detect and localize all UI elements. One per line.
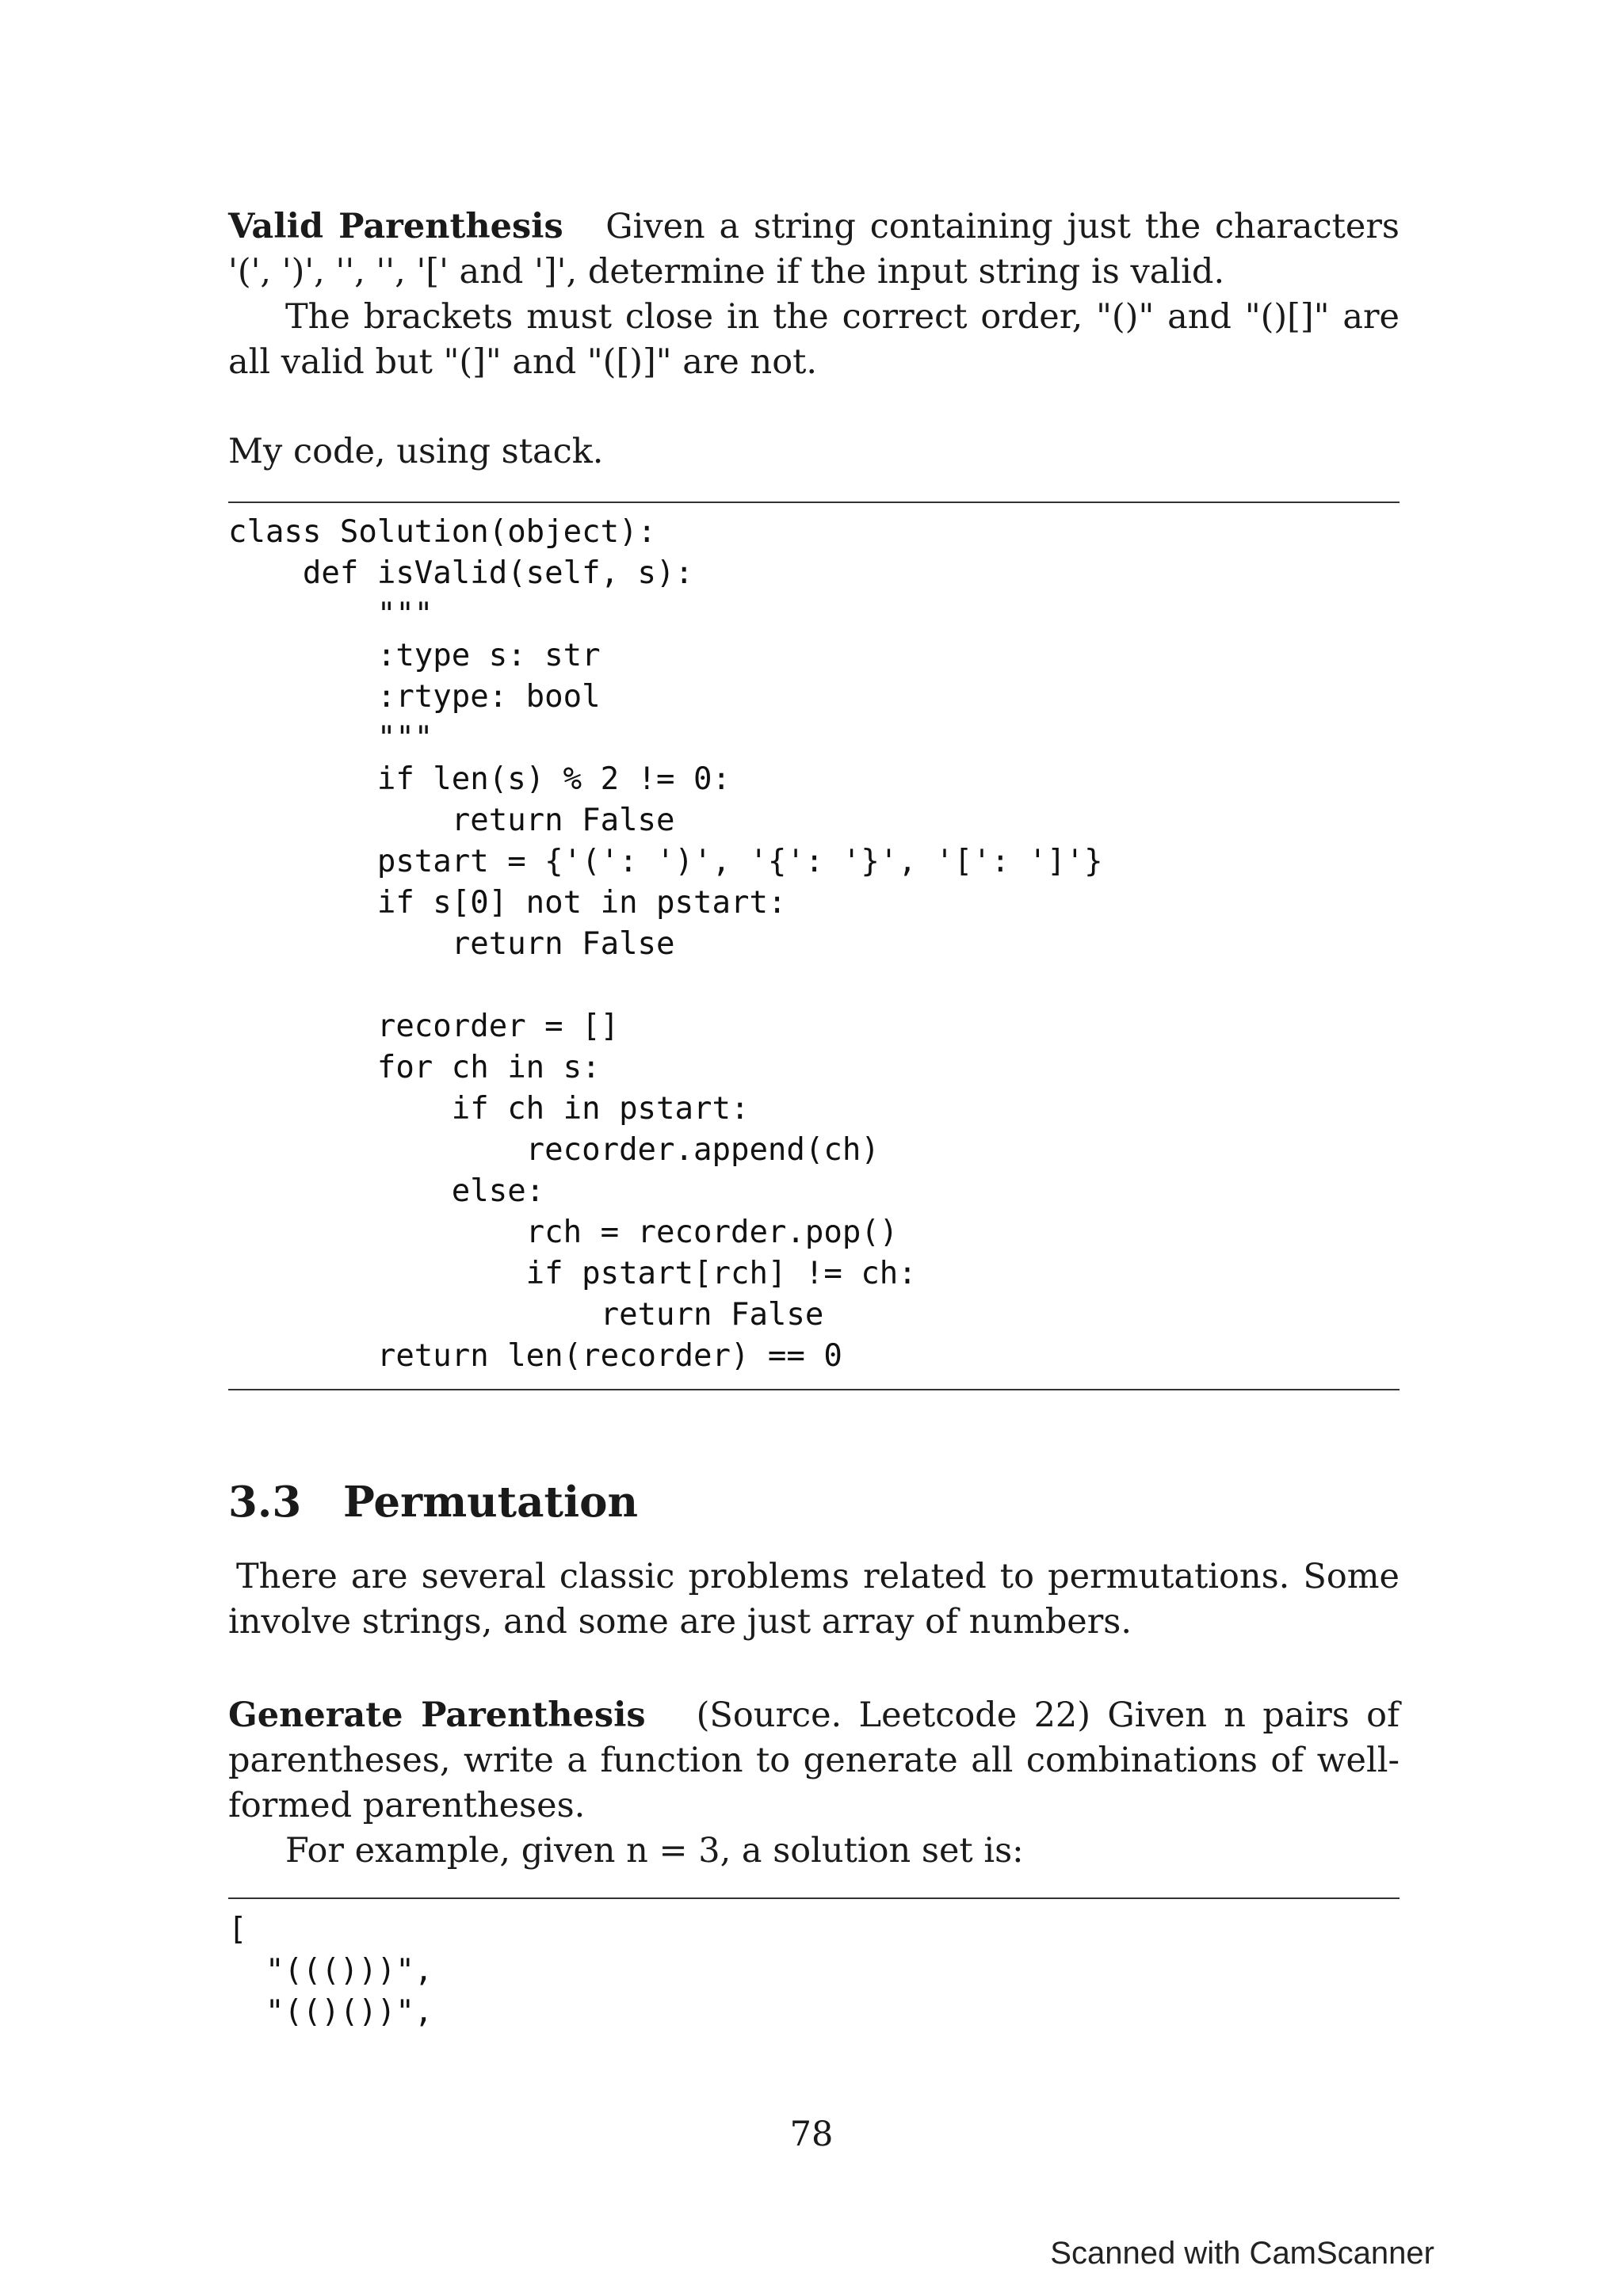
is-valid-code-listing: class Solution(object): def isValid(self, s): """ :type s: str :rtype: bool """ if len(s) % 2 != 0: return False pstart = {'(': ')', '{': '}', '[': ']'} if s[0] not in pstart: return False recorder = [] for ch in s: if ch in pstart: recorder.append(ch) else: rch = recorder.pop() if pstart[rch] != ch: return False return len(recorder) == 0 [228, 514, 1103, 1374]
code-top-rule [228, 502, 1400, 503]
valid-parenthesis-description: Given a string containing just the characters '(', ')', '', '', '[' and ']', determine if the input string is valid. [228, 207, 1400, 292]
section-intro-block [228, 1554, 1400, 1645]
page-number: 78 [789, 2115, 834, 2154]
generate-parenthesis-description: (Source. Leetcode 22) Given n pairs of parentheses, write a function to generate all combinations of well-formed parentheses. [228, 1695, 1400, 1825]
valid-parenthesis-heading: Valid Parenthesis [228, 207, 563, 246]
generate-parenthesis-heading: Generate Parenthesis [228, 1695, 646, 1735]
section-title: Permutation [343, 1478, 639, 1527]
code-bottom-rule [228, 1389, 1400, 1390]
generate-parenthesis-text [228, 1693, 1400, 1874]
valid-parenthesis-paragraph [228, 204, 1400, 295]
section-heading [228, 1477, 638, 1527]
scanner-watermark: Scanned with CamScanner [1050, 2236, 1434, 2271]
section-intro: There are several classic problems related to permutations. Some involve strings, and some are just array of numbers. [228, 1557, 1400, 1642]
generate-parenthesis-example: For example, given n = 3, a solution set is: [285, 1831, 1024, 1871]
example-top-rule [228, 1897, 1400, 1899]
example-output-listing: [ "((()))", "(()())", [228, 1912, 433, 2030]
valid-parenthesis-text [228, 204, 1400, 475]
valid-parenthesis-rules: The brackets must close in the correct order, "()" and "()[]" are all valid but "(]" and "([)]" are not. [228, 297, 1400, 382]
code-intro: My code, using stack. [228, 432, 604, 471]
section-number: 3.3 [228, 1478, 302, 1527]
generate-parenthesis-paragraph [228, 1693, 1400, 1829]
